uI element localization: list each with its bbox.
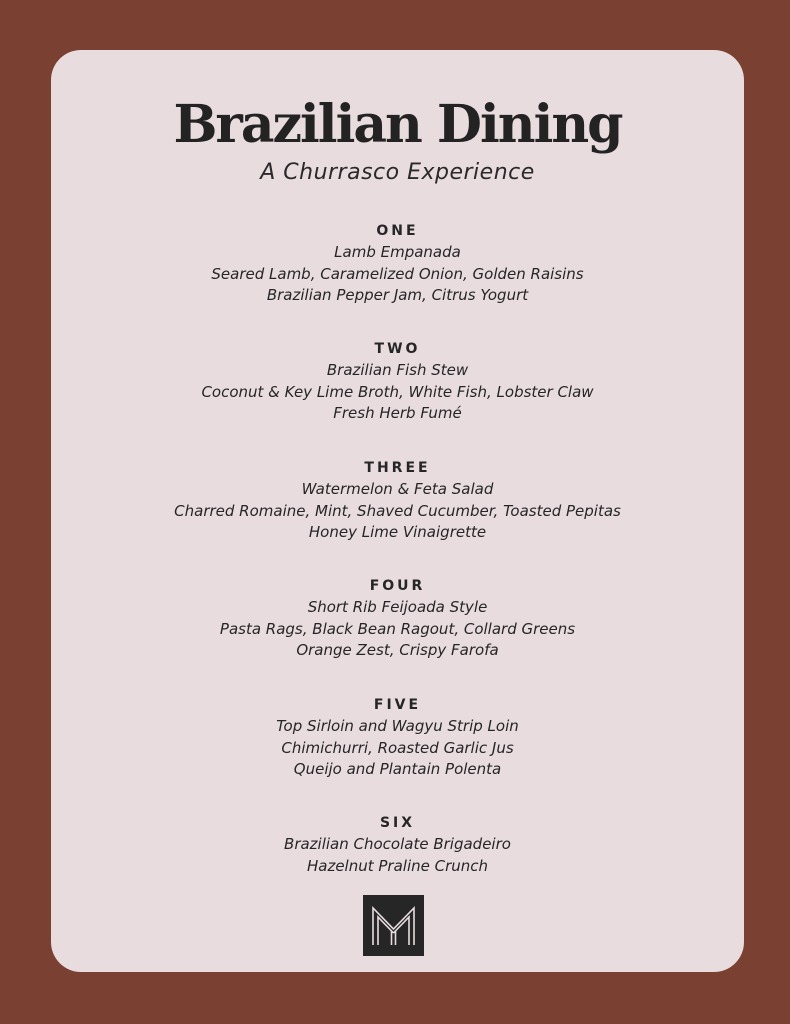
course-four — [51, 575, 744, 662]
course-number: FIVE — [373, 697, 422, 713]
menu-title: Brazilian Dining — [173, 94, 622, 155]
course-dish: Top Sirloin and Wagyu Strip Loin — [276, 717, 519, 735]
course-detail: Fresh Herb Fumé — [333, 404, 462, 422]
course-detail: Coconut & Key Lime Broth, White Fish, Lobster Claw — [201, 382, 594, 401]
course-detail: Hazelnut Praline Crunch — [306, 856, 489, 875]
course-detail: Brazilian Pepper Jam, Citrus Yogurt — [266, 286, 529, 304]
course-detail: Orange Zest, Crispy Farofa — [296, 641, 499, 659]
course-six — [51, 812, 744, 877]
course-number: SIX — [379, 815, 416, 831]
course-dish: Short Rib Feijoada Style — [307, 598, 488, 616]
course-three — [51, 457, 744, 544]
course-detail: Honey Lime Vinaigrette — [308, 523, 487, 541]
course-detail: Charred Romaine, Mint, Shaved Cucumber, Toasted Pepitas — [174, 501, 621, 520]
course-one — [51, 220, 744, 307]
course-dish: Watermelon & Feta Salad — [301, 480, 494, 498]
monogram-m-logo — [363, 895, 424, 956]
menu-subtitle: A Churrasco Experience — [260, 160, 535, 185]
course-detail: Queijo and Plantain Polenta — [293, 760, 502, 778]
course-dish: Brazilian Fish Stew — [326, 361, 469, 379]
course-detail: Pasta Rags, Black Bean Ragout, Collard Greens — [219, 619, 576, 638]
course-detail: Chimichurri, Roasted Garlic Jus — [281, 738, 514, 757]
course-five — [51, 694, 744, 781]
course-detail: Seared Lamb, Caramelized Onion, Golden Raisins — [211, 264, 584, 283]
course-two — [51, 338, 744, 425]
course-dish: Brazilian Chocolate Brigadeiro — [284, 835, 511, 853]
menu-card — [51, 50, 744, 972]
course-dish: Lamb Empanada — [334, 243, 461, 261]
monogram-m-icon — [363, 895, 424, 956]
course-number: FOUR — [369, 578, 426, 594]
course-number: TWO — [374, 341, 421, 357]
course-number: ONE — [376, 223, 419, 239]
course-number: THREE — [364, 460, 431, 476]
